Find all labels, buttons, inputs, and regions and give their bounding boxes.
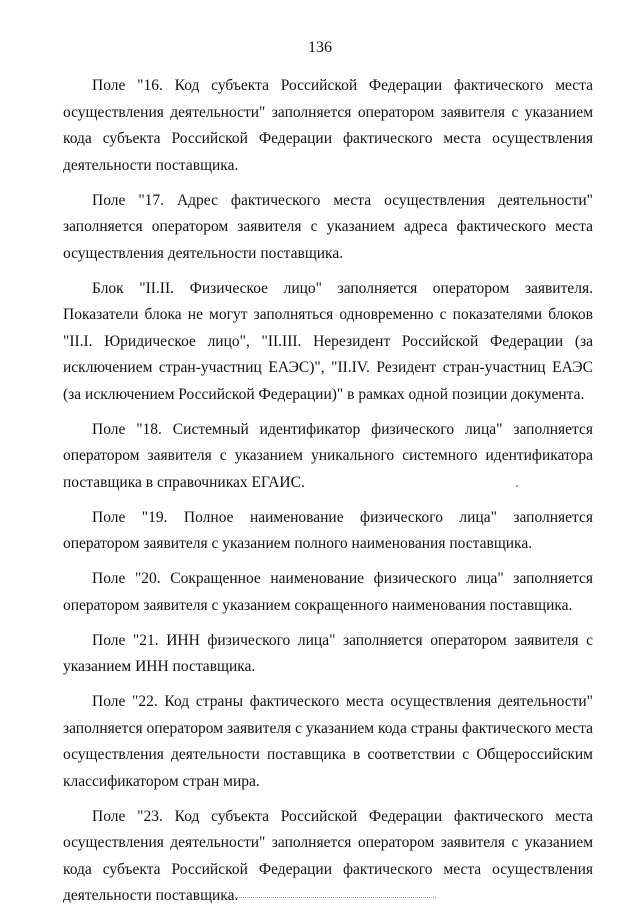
paragraph-field-22: Поле "22. Код страны фактического места осуществления деятельности" заполняется оператором заявителя с указанием кода страны фактического места осуществления деятельности поставщика в соответствии с Общероссийским классификатором стран мира. bbox=[63, 693, 593, 790]
page-number: 136 bbox=[308, 39, 332, 56]
paragraph-field-20: Поле "20. Сокращенное наименование физического лица" заполняется оператором заявителя с указанием сокращенного наименования поставщика. bbox=[63, 570, 593, 614]
paragraph-field-17: Поле "17. Адрес фактического места осуществления деятельности" заполняется оператором заявителя с указанием адреса фактического места осуществления деятельности поставщика. bbox=[63, 191, 593, 262]
paragraph-field-21: Поле "21. ИНН физического лица" заполняется оператором заявителя с указанием ИНН поставщика. bbox=[63, 631, 593, 675]
scan-artifact-line bbox=[196, 897, 436, 898]
document-body bbox=[63, 73, 593, 910]
paragraph-block-individual: Блок "II.II. Физическое лицо" заполняется оператором заявителя. Показатели блока не могут заполняться одновременно с показателями блоков "II.I. Юридическое лицо", "II.III. Нерезидент Российской Федерации (за исключением стран-участниц ЕАЭС)", "II.IV. Резидент стран-участниц ЕАЭС (за исключением Российской Федерации)" в рамках одной позиции документа. bbox=[63, 279, 593, 403]
paragraph-field-18: Поле "18. Системный идентификатор физического лица" заполняется оператором заявителя с указанием уникального системного идентификатора поставщика в справочниках ЕГАИС. bbox=[63, 420, 593, 491]
paragraph-field-19: Поле "19. Полное наименование физического лица" заполняется оператором заявителя с указанием полного наименования поставщика. bbox=[63, 508, 593, 552]
paragraph-field-16: Поле "16. Код субъекта Российской Федерации фактического места осуществления деятельности" заполняется оператором заявителя с указанием кода субъекта Российской Федерации фактического места осуществления деятельности поставщика. bbox=[63, 77, 593, 174]
paragraph-field-23: Поле "23. Код субъекта Российской Федерации фактического места осуществления деятельности" заполняется оператором заявителя с указанием кода субъекта Российской Федерации фактического места осуществления деятельности поставщика. bbox=[63, 807, 593, 904]
scan-artifact-dot bbox=[516, 485, 518, 487]
